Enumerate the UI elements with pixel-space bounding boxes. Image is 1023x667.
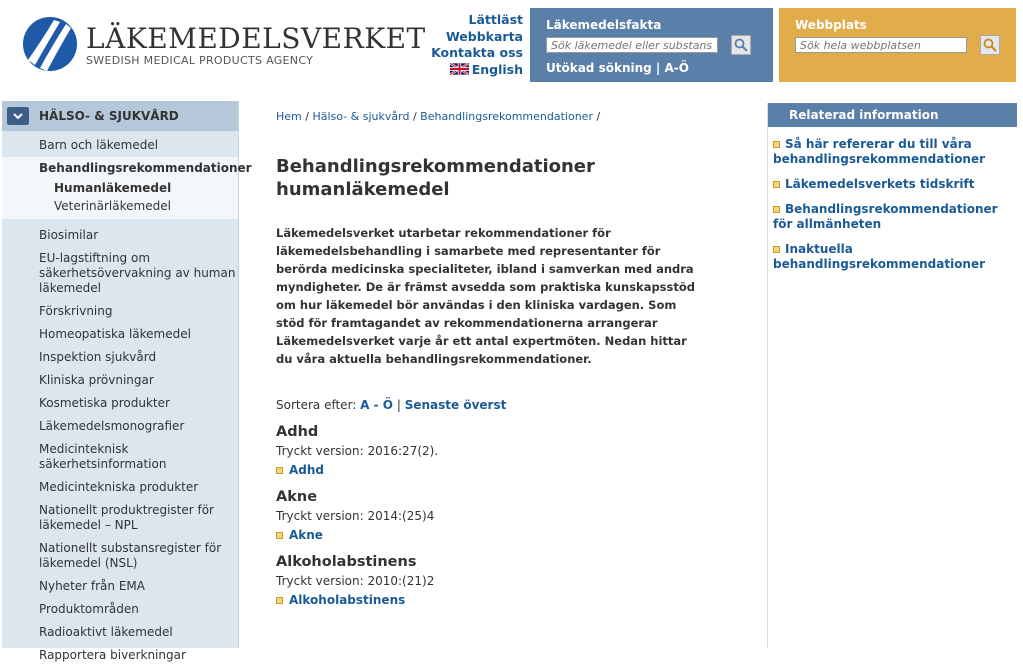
bullet-icon	[773, 141, 780, 148]
sort-latest-link[interactable]: Senaste överst	[404, 398, 507, 412]
link-easy-read[interactable]: Lättläst	[468, 12, 523, 27]
nav-current-section	[2, 157, 252, 219]
nav-item[interactable]: Biosimilar	[39, 228, 99, 242]
nav-heading	[2, 101, 238, 131]
sort-options	[276, 398, 696, 412]
site-search-input[interactable]	[795, 37, 967, 53]
breadcrumb-home[interactable]: Hem	[276, 110, 302, 123]
sort-separator: |	[396, 398, 401, 412]
recommendation-version: Tryckt version: 2016:27(2).	[276, 444, 439, 458]
bullet-icon	[276, 532, 283, 539]
nav-item[interactable]: Nyheter från EMA	[39, 579, 145, 593]
logo-subtitle: SWEDISH MEDICAL PRODUCTS AGENCY	[86, 54, 314, 67]
breadcrumb: Hem / Hälso- & sjukvård / Behandlingsrekommendationer /	[276, 110, 601, 123]
nav-item[interactable]: Kliniska prövningar	[39, 373, 154, 387]
search-links-separator: |	[655, 61, 661, 75]
english-label: English	[471, 61, 523, 77]
left-navigation	[2, 101, 252, 662]
nav-item-current[interactable]: Behandlingsrekommendationer	[39, 161, 252, 175]
related-link[interactable]: Läkemedelsverkets tidskrift	[785, 177, 975, 191]
link-sitemap[interactable]: Webbkarta	[445, 28, 523, 44]
logo-icon[interactable]	[22, 16, 78, 72]
site-search-title: Webbplats	[795, 18, 867, 32]
related-link[interactable]: Behandlingsrekommendationer för allmänheten	[773, 202, 998, 231]
link-english[interactable]	[450, 62, 523, 77]
sort-label: Sortera efter:	[276, 398, 357, 412]
drug-search-button[interactable]	[731, 35, 751, 55]
breadcrumb-recommendations[interactable]: Behandlingsrekommendationer	[420, 110, 593, 123]
nav-item[interactable]: Barn och läkemedel	[39, 138, 159, 152]
nav-heading-label: HÄLSO- & SJUKVÅRD	[39, 109, 179, 123]
advanced-search-link[interactable]: Utökad sökning	[546, 61, 652, 75]
site-search-box	[779, 8, 1016, 82]
bullet-icon	[276, 597, 283, 604]
related-link-item	[768, 137, 1017, 167]
search-icon	[983, 38, 997, 52]
nav-item[interactable]: Rapportera biverkningar	[39, 648, 186, 662]
related-link-item	[768, 202, 1017, 232]
sort-az-link[interactable]: A - Ö	[360, 398, 393, 412]
nav-item[interactable]: EU-lagstiftning om säkerhetsövervakning av human läkemedel	[39, 251, 236, 295]
recommendation-version: Tryckt version: 2010:(21)2	[276, 574, 435, 588]
nav-item[interactable]: Kosmetiska produkter	[39, 396, 170, 410]
nav-item[interactable]: Medicinteknisk säkerhetsinformation	[39, 442, 167, 471]
related-link-item	[768, 177, 1017, 192]
related-information	[767, 103, 1017, 648]
a-z-link[interactable]: A-Ö	[664, 61, 689, 75]
nav-item[interactable]: Produktområden	[39, 602, 139, 616]
bullet-icon	[773, 206, 780, 213]
recommendation-item	[276, 424, 696, 477]
recommendation-link[interactable]: Alkoholabstinens	[289, 593, 406, 607]
related-link[interactable]: Så här refererar du till våra behandlingsrekommendationer	[773, 137, 986, 166]
nav-subitem-active[interactable]: Humanläkemedel	[54, 181, 172, 195]
site-header	[0, 0, 1023, 96]
bullet-icon	[773, 181, 780, 188]
top-links	[431, 12, 523, 78]
nav-subitem[interactable]: Veterinärläkemedel	[54, 199, 171, 213]
nav-collapse-toggle[interactable]	[7, 107, 29, 125]
recommendation-item	[276, 554, 696, 607]
main-content	[276, 110, 696, 607]
bullet-icon	[773, 246, 780, 253]
nav-item[interactable]: Homeopatiska läkemedel	[39, 327, 191, 341]
breadcrumb-health-care[interactable]: Hälso- & sjukvård	[312, 110, 410, 123]
nav-item[interactable]: Inspektion sjukvård	[39, 350, 157, 364]
recommendation-heading: Alkoholabstinens	[276, 554, 417, 570]
nav-item[interactable]: Medicintekniska produkter	[39, 480, 199, 494]
link-contact[interactable]: Kontakta oss	[431, 45, 523, 60]
drug-search-input[interactable]	[546, 37, 718, 53]
intro-text: Läkemedelsverket utarbetar rekommendationer för läkemedelsbehandling i samarbete med representanter för berörda medicinska specialiteter, ibland i samverkan med andra myndigheter. De är främst avsedda som praktiska kunskapsstöd om hur läkemedel bör användas i den kliniska vardagen. Som stöd för framtagandet av rekommendationerna arrangerar Läkemedelsverket varje år ett antal expertmöten. Nedan hittar du våra aktuella behandlingsrekommendationer.	[276, 226, 696, 366]
logo-title: LÄKEMEDELSVERKET	[86, 22, 426, 55]
bullet-icon	[276, 467, 283, 474]
recommendation-heading: Akne	[276, 489, 318, 505]
nav-item[interactable]: Nationellt produktregister för läkemedel – NPL	[39, 503, 214, 532]
recommendation-link[interactable]: Adhd	[289, 463, 325, 477]
nav-item[interactable]: Förskrivning	[39, 304, 113, 318]
nav-item[interactable]: Radioaktivt läkemedel	[39, 625, 173, 639]
page-title	[276, 155, 696, 201]
related-link-item	[768, 242, 1017, 272]
chevron-down-icon	[13, 113, 23, 120]
recommendation-item	[276, 489, 696, 542]
uk-flag-icon	[450, 63, 469, 75]
site-search-button[interactable]	[980, 35, 1000, 55]
nav-item[interactable]: Läkemedelsmonografier	[39, 419, 185, 433]
related-link[interactable]: Inaktuella behandlingsrekommendationer	[773, 242, 986, 271]
drug-search-title: Läkemedelsfakta	[546, 18, 662, 32]
nav-item[interactable]: Nationellt substansregister för läkemedel (NSL)	[39, 541, 222, 570]
recommendation-version: Tryckt version: 2014:(25)4	[276, 509, 435, 523]
search-icon	[734, 38, 748, 52]
related-heading: Relaterad information	[768, 103, 1017, 127]
recommendation-heading: Adhd	[276, 424, 319, 440]
page-title-line1: Behandlingsrekommendationer	[276, 156, 595, 177]
recommendation-link[interactable]: Akne	[289, 528, 323, 542]
drug-search-box	[530, 8, 773, 82]
page-title-line2: humanläkemedel	[276, 179, 450, 200]
